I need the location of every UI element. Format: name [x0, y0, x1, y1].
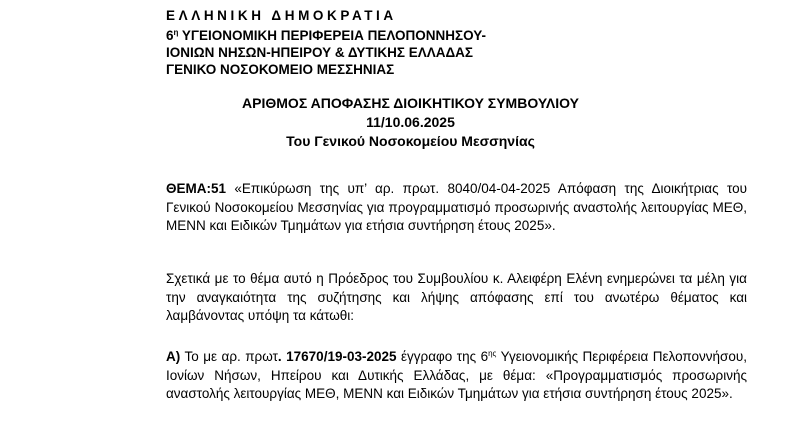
- item-a-ordinal: ης: [488, 349, 497, 358]
- subject-text: «Επικύρωση της υπ’ αρ. πρωτ. 8040/04-04-2025 Απόφαση της Διοικήτριας του Γενικού Νοσοκομείου Μεσσηνίας για προγραμματισμό προσωρινής αναστολής λειτουργίας ΜΕΘ, ΜΕΝΝ και Ειδικών Τμημάτων για ετήσια συντήρηση έτους 2025».: [166, 181, 747, 233]
- title-hospital: Του Γενικού Νοσοκομείου Μεσσηνίας: [286, 133, 535, 149]
- header-region-cont: ΙΟΝΙΩΝ ΝΗΣΩΝ-ΗΠΕΙΡΟΥ & ΔΥΤΙΚΗΣ ΕΛΛΑΔΑΣ: [166, 45, 474, 60]
- item-a-paragraph: [166, 345, 747, 404]
- header-region-ordinal: η: [173, 28, 179, 37]
- intro-paragraph: Σχετικά με το θέμα αυτό η Πρόεδρος του Συμβουλίου κ. Αλειφέρη Ελένη ενημερώνει τα μέλη για την αναγκαιότητα της συζήτησης και λήψης απόφασης επί του ανωτέρω θέματος και λαμβάνοντας υπόψη τα κάτωθι:: [166, 271, 747, 323]
- item-a-text-1: Το με αρ. πρωτ: [180, 349, 278, 364]
- item-a-label: Α): [166, 349, 181, 364]
- header-region-number: 6: [166, 28, 174, 43]
- header-region: [166, 24, 486, 44]
- item-a-text-3: Υγειονομικής Περιφέρεια Πελοποννήσου, Ιονίων Νήσων, Ηπείρου και Δυτικής Ελλάδας, με θέμα: «Προγραμματισμός προσωρινής αναστολής λειτουργίας ΜΕΘ, ΜΕΝΝ και Ειδικών Τμημάτων για ετήσια συντήρηση έτους 2025».: [166, 349, 748, 401]
- subject-label: ΘΕΜΑ:51: [166, 181, 227, 196]
- item-a-text-2: έγγραφο της 6: [396, 349, 489, 364]
- header-country: ΕΛΛΗΝΙΚΗ ΔΗΜΟΚΡΑΤΙΑ: [166, 8, 397, 23]
- header-region-name: ΥΓΕΙΟΝΟΜΙΚΗ ΠΕΡΙΦΕΡΕΙΑ ΠΕΛΟΠΟΝΝΗΣΟΥ-: [178, 28, 487, 43]
- item-a-reference: . 17670/19-03-2025: [277, 349, 397, 364]
- subject-paragraph: [166, 180, 747, 236]
- title-date: 11/10.06.2025: [366, 114, 455, 130]
- header-hospital: ΓΕΝΙΚΟ ΝΟΣΟΚΟΜΕΙΟ ΜΕΣΣΗΝΙΑΣ: [166, 62, 395, 77]
- title-line-1: ΑΡΙΘΜΟΣ ΑΠΟΦΑΣΗΣ ΔΙΟΙΚΗΤΙΚΟΥ ΣΥΜΒΟΥΛΙΟΥ: [242, 95, 579, 111]
- issuer-header: [166, 7, 486, 78]
- decision-title: [0, 94, 790, 151]
